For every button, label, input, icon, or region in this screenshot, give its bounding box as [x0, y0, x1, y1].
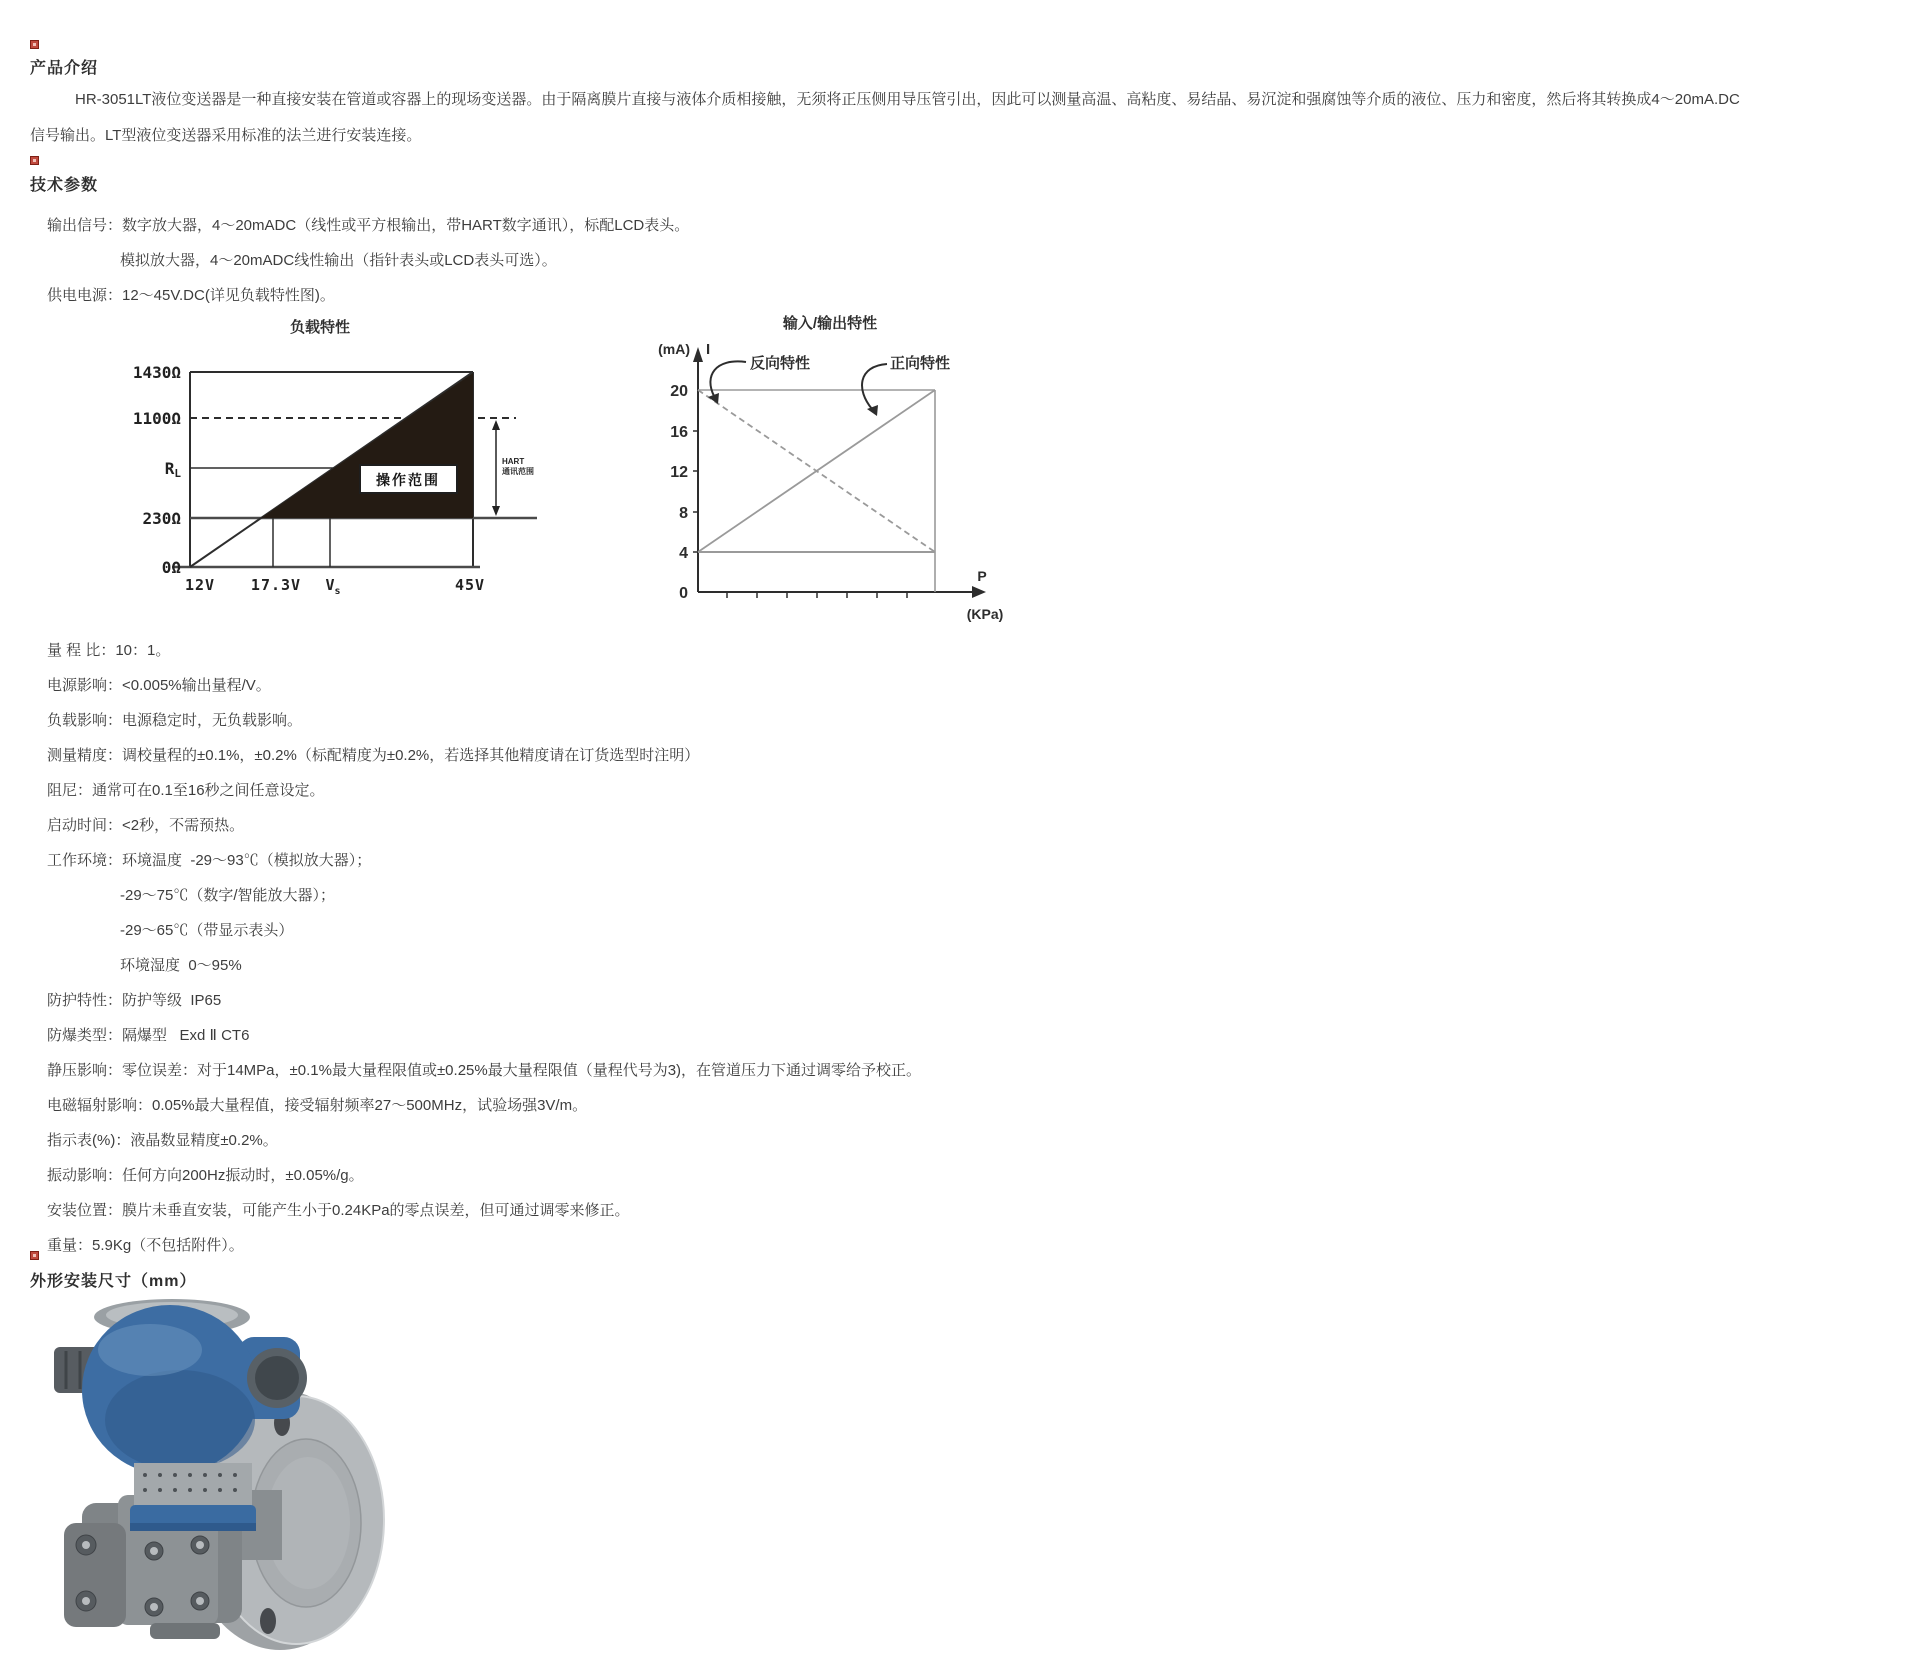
spec-line: 测量精度：调校量程的±0.1%，±0.2%（标配精度为±0.2%，若选择其他精度请在订货选型时注明） — [47, 747, 700, 764]
chart2-x-unit: (KPa) — [966, 606, 1004, 622]
spec-line: 环境湿度 0～95% — [120, 957, 242, 974]
chart2-title: 输入/输出特性 — [782, 315, 878, 332]
chart1-xlabel-45v: 45V — [454, 576, 486, 594]
chart1-xlabel-12v: 12V — [184, 576, 216, 594]
spec-line: 指示表(%)：液晶数显精度±0.2%。 — [47, 1132, 278, 1149]
spec-line: -29～65℃（带显示表头） — [120, 922, 294, 939]
chart2-ytick-4: 4 — [679, 545, 688, 562]
spec-line: 模拟放大器，4～20mADC线性输出（指针表头或LCD表头可选）。 — [120, 252, 557, 269]
load-characteristic-chart — [0, 310, 640, 610]
chart2-yaxis-arrowhead — [693, 347, 703, 362]
spec-list-main — [0, 633, 1920, 1263]
spec-line: 工作环境：环境温度 -29～93℃（模拟放大器）； — [47, 852, 372, 869]
tech-heading: 技术参数 — [30, 177, 99, 194]
chart2-forward-annotation-arrow — [862, 364, 887, 409]
spec-line: 安装位置：膜片未垂直安装，可能产生小于0.24KPa的零点误差，但可通过调零来修正。 — [47, 1202, 630, 1219]
chart2-ytick-0: 0 — [679, 585, 688, 602]
chart2-y-unit: (mA) — [658, 341, 690, 357]
spec-line: 阻尼：通常可在0.1至16秒之间任意设定。 — [47, 782, 325, 799]
chart1-hart-label-line2: 通讯范围 — [502, 467, 534, 476]
input-output-characteristic-chart — [600, 310, 1060, 640]
spec-line: 防爆类型：隔爆型 Exd Ⅱ CT6 — [47, 1027, 250, 1044]
spec-list-top — [0, 208, 1920, 313]
chart2-ytick-16: 16 — [670, 424, 688, 441]
spec-line: -29～75℃（数字/智能放大器）； — [120, 887, 336, 904]
chart1-ylabel-1430: 1430Ω — [132, 363, 181, 382]
nameplate-band — [134, 1463, 252, 1507]
chart1-ylabel-230: 230Ω — [142, 509, 181, 528]
chart1-ylabel-1100: 1100Ω — [132, 409, 181, 428]
section-bullet-icon — [30, 156, 39, 165]
chart1-ylabel-rl: RL — [164, 459, 181, 480]
spec-line: 振动影响：任何方向200Hz振动时，±0.05%/g。 — [47, 1167, 364, 1184]
intro-heading: 产品介绍 — [30, 60, 99, 77]
chart1-xlabel-vs: $V_s$ — [325, 576, 341, 597]
chart2-ytick-12: 12 — [670, 464, 688, 481]
chart2-data-lines — [698, 390, 935, 592]
chart2-reverse-label: 反向特性 — [750, 355, 811, 372]
flange-bolt-hole — [260, 1608, 276, 1634]
chart2-xaxis-arrowhead — [972, 586, 986, 598]
section-bullet-icon — [30, 40, 39, 49]
chart1-region-label: 操作范围 — [376, 472, 440, 488]
intro-paragraph-line2: 信号输出。LT型液位变送器采用标准的法兰进行安装连接。 — [30, 127, 422, 144]
section-bullet-icon — [30, 1251, 39, 1260]
spec-line: 重量：5.9Kg（不包括附件）。 — [47, 1237, 244, 1254]
chart2-y-symbol: I — [706, 341, 711, 358]
spec-line: 电磁辐射影响：0.05%最大量程值，接受辐射频率27～500MHz，试验场强3V/m。 — [47, 1097, 588, 1114]
chart1-xlabel-17v: 17.3V — [250, 576, 302, 594]
chart1-hart-label-line1: HART — [502, 457, 525, 466]
product-photo — [30, 1295, 400, 1661]
chart1-ylabel-0: 0Ω — [161, 558, 181, 577]
spec-line: 启动时间：<2秒，不需预热。 — [47, 817, 245, 834]
spec-line: 静压影响：零位误差：对于14MPa，±0.1%最大量程限值或±0.25%最大量程限值（量程代号为3)，在管道压力下通过调零给予校正。 — [47, 1062, 922, 1079]
spec-line: 量 程 比：10：1。 — [47, 642, 171, 659]
intro-paragraph-line1: HR-3051LT液位变送器是一种直接安装在管道或容器上的现场变送器。由于隔离膜片直接与液体介质相接触，无须将正压侧用导压管引出，因此可以测量高温、高粘度、易结晶、易沉淀和强腐蚀等介质的液位、压力和密度，然后将其转换成4～20mA.DC — [75, 91, 1740, 108]
spec-line: 输出信号：数字放大器，4～20mADC（线性或平方根输出，带HART数字通讯），标配LCD表头。 — [47, 217, 690, 234]
chart2-ytick-8: 8 — [679, 505, 688, 522]
chart2-reverse-annotation-arrow — [710, 361, 746, 396]
spec-line: 防护特性：防护等级 IP65 — [47, 992, 222, 1009]
spec-line: 电源影响：<0.005%输出量程/V。 — [47, 677, 271, 694]
chart2-forward-arrowhead — [867, 405, 878, 416]
dims-heading: 外形安装尺寸（mm） — [30, 1273, 197, 1290]
chart2-forward-label: 正向特性 — [890, 355, 951, 372]
spec-line: 负载影响：电源稳定时，无负载影响。 — [47, 712, 303, 729]
chart2-x-symbol: P — [977, 568, 987, 584]
chart1-hart-range-arrow — [492, 420, 500, 516]
chart1-title: 负载特性 — [289, 319, 351, 336]
spec-line: 供电电源：12～45V.DC(详见负载特性图)。 — [47, 287, 335, 304]
chart2-ytick-20: 20 — [670, 383, 688, 400]
